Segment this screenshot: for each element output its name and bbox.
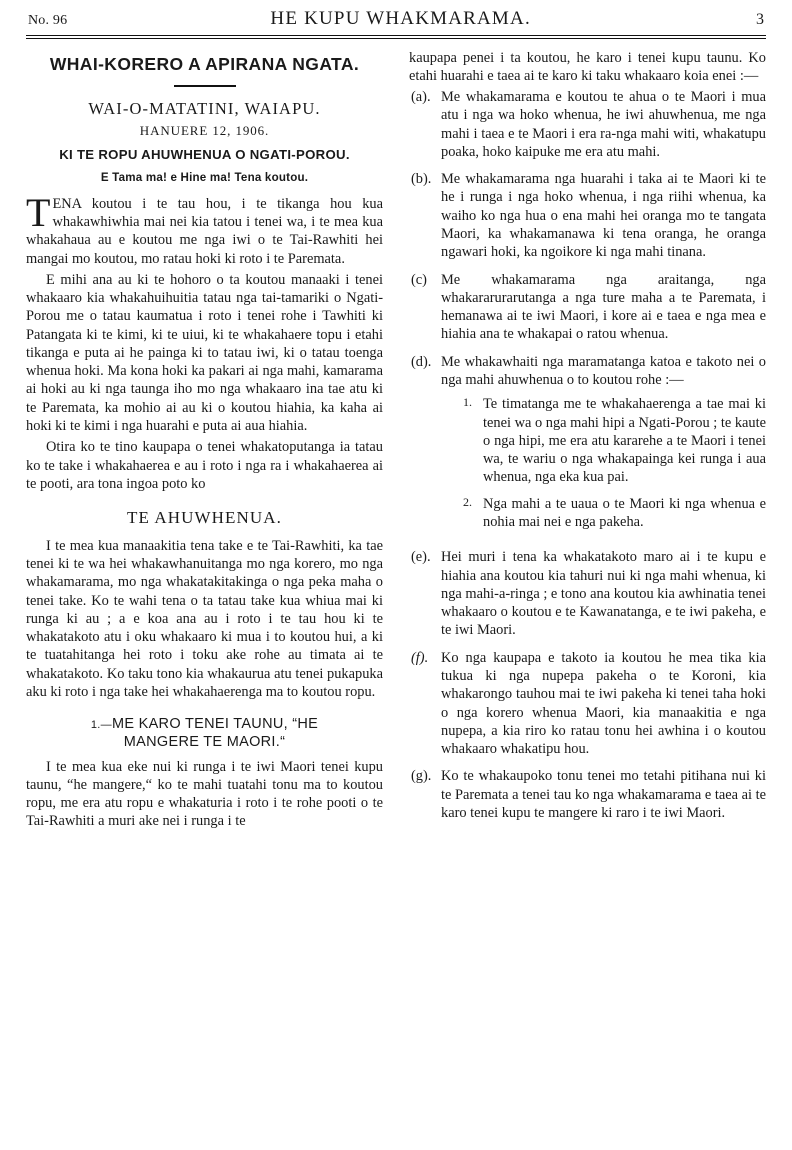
list-marker: (g). [411,768,432,785]
paragraph: kaupapa penei i ta koutou, he karo i tenei kupu taunu. Ko etahi huarahi e taea ai te karo ki taku whakaaro koia enei :— [409,49,766,84]
sublist-marker: 2. [463,494,472,509]
list-item-text: Ko nga kaupapa e takoto ia koutou he mea tika kia tukua ki nga nupepa pakeha o te Koroni, kia whakarongo tauhou mai te iwi pakeha ki tenei taha hoki o nga korero whenua Maori, kia manaakitia e nga nupepa, a kia riro ko ratau tonu hei awhina i o koutou whakaaro whakatipu hou. [441,649,766,758]
left-column [26,49,383,1134]
sublist-marker: 1. [463,395,472,410]
article-heading: WHAI-KORERO A APIRANA NGATA. [49,53,360,74]
paragraph: E mihi ana au ki te hohoro o ta koutou manaaki i tenei whakaaro kia whakahuihuitia tatau nga tai-tamariki o Ngati-Porou me o tatau kaumatua i roto i tenei rohe i Tawhiti ki Patangata ki te kimi, ki te uiui, ki te whakahaere topu i etahi tikanga e puta ai he painga ki to tatau iwi, ki o tatau toenga whenua hoki. Ma kona hoki ka pakari ai nga mahi, kamarama ai hoki au ki nga taunga iho mo nga whakaaro ina tae atu ki te Paremata, ka mohio ai au ki o koutou hiahia, ka kaha ai hoki ki te kimi i nga huarahi e puta ai aua hiahia. [26,271,383,435]
masthead [26,8,766,32]
sublist-item [441,395,766,486]
list-item [409,170,766,261]
list-item-text: Ko te whakaupoko tonu tenei mo tetahi pitihana nui ki te Paremata a tenei tau ko nga whakamarama e taea ai te karo tenei kupu te mangere ki raro i te iwi Maori. [441,768,766,821]
paragraph: I te mea kua eke nui ki runga i te iwi Maori tenei kupu taunu, “he mangere,“ ko te mahi tuatahi tonu ma to koutou ropu, me era atu ropu e whakaturia i roto i te rohe pooti o te Tai-Rawhiti a muri ake nei i runga i te [26,758,383,830]
section-heading: TE AHUWHENUA. [127,508,282,528]
list-marker: (c) [411,271,427,288]
list-marker: (d). [411,353,432,370]
sublist-item-text: Te timatanga me te whakahaerenga a tae mai ki tenei wa o nga mahi hipi a Ngati-Porou ; te kaute o nga hipi, me era atu kararehe a te Maori i tenei wa, te wariu o nga whakapainga kei runga i aua whenua, nga eka kua pai. [483,396,766,486]
issue-number: No. 96 [28,13,68,28]
right-column [409,49,766,1134]
list-item [409,353,766,540]
salutation-line: E Tama ma! e Hine ma! Tena koutou. [100,170,309,184]
masthead-rule-thick [26,35,766,36]
masthead-rule-thin [26,38,766,39]
list-item-text: Me whakawhaiti nga maramatanga katoa e takoto nei o nga mahi ahuwhenua o to koutou rohe :— [441,353,766,388]
addressee-line: KI TE ROPU AHUWHENUA O NGATI-POROU. [59,147,350,163]
list-item [409,548,766,639]
list-marker [409,649,441,759]
subsection-number: 1.— [90,719,112,732]
paragraph-opening [26,189,383,268]
list-item [409,649,766,759]
lettered-list [409,88,766,822]
page-number: 3 [756,11,764,28]
heading-divider [174,85,236,87]
list-item [409,767,766,822]
list-item [409,271,766,344]
sublist-item [441,495,766,532]
list-item-text: Me whakamarama nga araitanga, nga whakararurarutanga a nga ture maha a te Paremata, i hemanawa ai te iwi Maori, i kore ai e taea e nga mea e hiahia ana te whakapai o ratou whenua. [441,271,766,343]
publication-title: HE KUPU WHAKMARAMA. [270,8,531,29]
subsection-heading [26,715,383,751]
dateline-date: HANUERE 12, 1906. [139,122,270,138]
list-marker-letter: (f). [411,649,429,666]
paragraph-text: ENA koutou i te tau hou, i te tikanga hou kua whakawhiwhia mai nei kia tatou i tenei wa, i te mea kua whakahaua au e koutou me nga iwi o te Tai-Rawhiti hei mangai mo koutou, mo ratau hoki ki roto i te Paremata. [26,195,383,267]
subsection-heading-line1: ME KARO TENEI TAUNU, “HE [111,716,319,733]
list-marker: (a). [411,89,431,106]
drop-cap: T [26,189,51,235]
column-container [26,49,766,1134]
subsection-heading-line2: MANGERE TE MAORI.“ [123,734,286,751]
list-marker: (b). [411,171,432,188]
numbered-sublist [441,395,766,531]
sublist-item-text: Nga mahi a te uaua o te Maori ki nga whenua e nohia mai nei e nga pakeha. [483,495,766,530]
paragraph: I te mea kua manaakitia tena take e te Tai-Rawhiti, ka tae tenei ki te wa hei whakawhanuitanga mo nga korero, mo nga whakamarama, mo nga whakatakitakinga o nga peka maha o tenei take. Ko te wahi tena o ta tatau take kua whiua mai ki runga ki au ; a e koa ana au i roto i te tau hou ki te whakatakoto atu i oku whakaaro ki mua i to koutou hui, a ki te tuatahitanga hei roto i toku ake rohe au timata ai te whakatakoto. Ko taku tono kia whakaurua atu tenei pukapuka aku ki roto i nga take hei whakahaerenga ma to koutou ropu. [26,537,383,700]
list-item-body [441,353,766,540]
dateline-place: WAI-O-MATATINI, WAIAPU. [88,98,321,118]
list-item-text: Me whakamarama nga huarahi i taka ai te Maori ki te he i runga i nga hoko whenua, i nga riihi whenua, ka waiho ko nga hua o ena mahi hei oranga mo te tangata Maori, ka whakamanawa ki tena oranga, he oranga ngawari hoki, ka ngoikore ki nga mahi tinana. [441,171,766,261]
paragraph: Otira ko te tino kaupapa o tenei whakatoputanga ia tatau ko te take i whakahaerea e au i roto i nga ra i whakahaerea ai te pooti, ara tona ingoa poto ko [26,439,383,492]
list-item-text: Me whakamarama e koutou te ahua o te Maori i mua atu i nga wa hoko whenua, he iwi ahuwhenua, me nga mahi i taea e te Maori i era ra-nga mahi witi, whakatupu poaka, hoko kaipuke me era atu mahi. [441,89,766,160]
list-item-text: Hei muri i tena ka whakatakoto maro ai i te kupu e hiahia ana koutou kia tahuri nui ki nga mahi whenua, ki nga mahi-a-ringa ; e tono ana koutou kia awhinatia tenei whakaaro o koutou e te Kawanatanga, e te iwi pakeha, e te iwi Maori. [441,549,766,639]
list-item [409,88,766,161]
list-marker: (e). [411,549,431,566]
